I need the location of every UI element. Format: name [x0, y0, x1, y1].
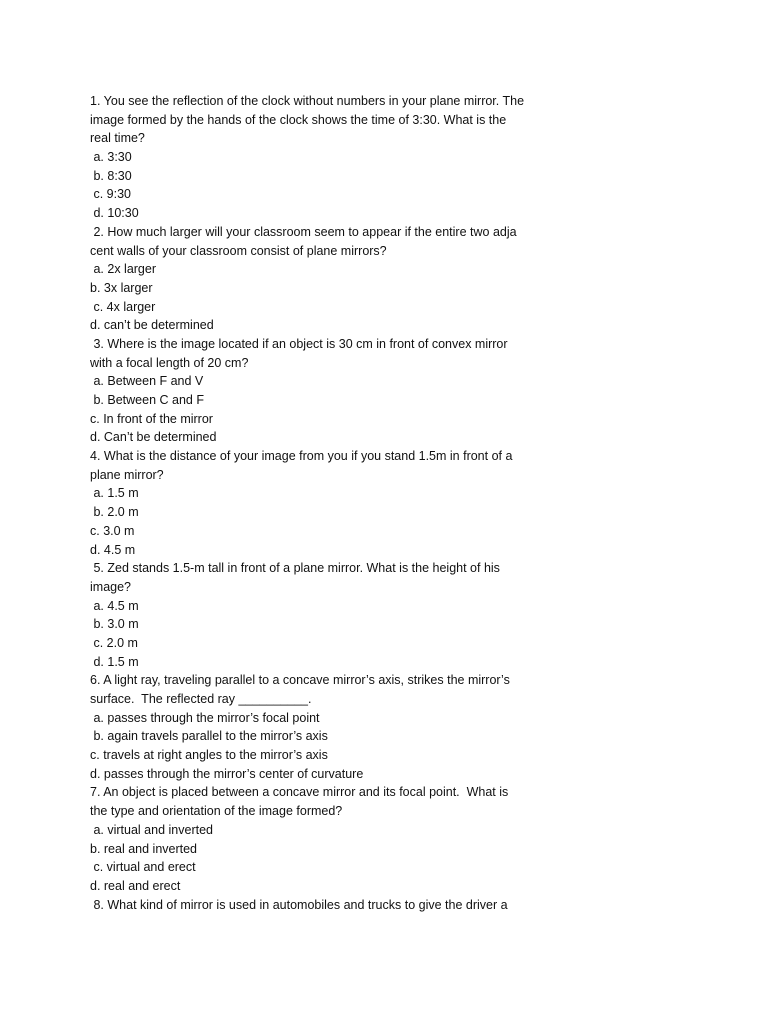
- question-6-option-a: a. passes through the mirror’s focal point: [90, 710, 320, 725]
- question-4-option-c: c. 3.0 m: [90, 523, 135, 538]
- question-4-option-a: a. 1.5 m: [90, 486, 139, 501]
- question-3-line-2: with a focal length of 20 cm?: [90, 355, 249, 370]
- question-5-option-d: d. 1.5 m: [90, 654, 139, 669]
- question-4-option-d: d. 4.5 m: [90, 542, 136, 557]
- document-page: [90, 92, 560, 914]
- question-5-option-c: c. 2.0 m: [90, 635, 138, 650]
- question-2-option-c: c. 4x larger: [90, 299, 156, 314]
- question-7-option-a: a. virtual and inverted: [90, 822, 213, 837]
- question-1-line-1: 1. You see the reflection of the clock without numbers in your plane mirror. The: [90, 94, 525, 108]
- question-7-line-2: the type and orientation of the image formed?: [90, 804, 343, 819]
- question-1-line-2: image formed by the hands of the clock shows the time of 3:30. What is the: [90, 112, 507, 127]
- question-8-line-1: 8. What kind of mirror is used in automobiles and trucks to give the driver a: [90, 897, 508, 912]
- question-1-option-a: a. 3:30: [90, 150, 132, 165]
- question-2-option-a: a. 2x larger: [90, 262, 157, 277]
- question-6-line-2: surface. The reflected ray __________.: [90, 692, 312, 706]
- question-2-line-1: 2. How much larger will your classroom seem to appear if the entire two adja: [90, 224, 517, 239]
- question-2-option-b: b. 3x larger: [90, 280, 153, 295]
- question-7-option-d: d. real and erect: [90, 878, 181, 893]
- question-5-line-1: 5. Zed stands 1.5-m tall in front of a plane mirror. What is the height of his: [90, 561, 500, 576]
- question-3-option-c: c. In front of the mirror: [90, 411, 213, 426]
- question-1-option-b: b. 8:30: [90, 168, 132, 183]
- question-6-option-c: c. travels at right angles to the mirror’s axis: [90, 748, 328, 763]
- question-1-option-c: c. 9:30: [90, 187, 131, 202]
- question-2-option-d: d. can’t be determined: [90, 318, 214, 333]
- question-2-line-2: cent walls of your classroom consist of plane mirrors?: [90, 243, 387, 258]
- question-6-line-1: 6. A light ray, traveling parallel to a concave mirror’s axis, strikes the mirror’s: [90, 673, 510, 688]
- question-3-line-1: 3. Where is the image located if an object is 30 cm in front of convex mirror: [90, 336, 508, 351]
- question-3-option-a: a. Between F and V: [90, 374, 204, 389]
- question-7-option-c: c. virtual and erect: [90, 860, 196, 875]
- question-4-line-1: 4. What is the distance of your image from you if you stand 1.5m in front of a: [90, 449, 513, 464]
- question-3-option-b: b. Between C and F: [90, 393, 204, 407]
- question-4-line-2: plane mirror?: [90, 467, 164, 482]
- question-1-option-d: d. 10:30: [90, 206, 139, 221]
- question-7-line-1: 7. An object is placed between a concave mirror and its focal point. What is: [90, 785, 509, 800]
- question-6-option-d: d. passes through the mirror’s center of curvature: [90, 766, 364, 781]
- question-5-option-a: a. 4.5 m: [90, 598, 139, 613]
- question-7-option-b: b. real and inverted: [90, 841, 198, 856]
- question-1-line-3: real time?: [90, 131, 145, 146]
- question-5-option-b: b. 3.0 m: [90, 617, 139, 632]
- question-3-option-d: d. Can’t be determined: [90, 430, 217, 445]
- question-4-option-b: b. 2.0 m: [90, 505, 139, 520]
- question-6-option-b: b. again travels parallel to the mirror’s axis: [90, 729, 328, 744]
- question-5-line-2: image?: [90, 579, 131, 594]
